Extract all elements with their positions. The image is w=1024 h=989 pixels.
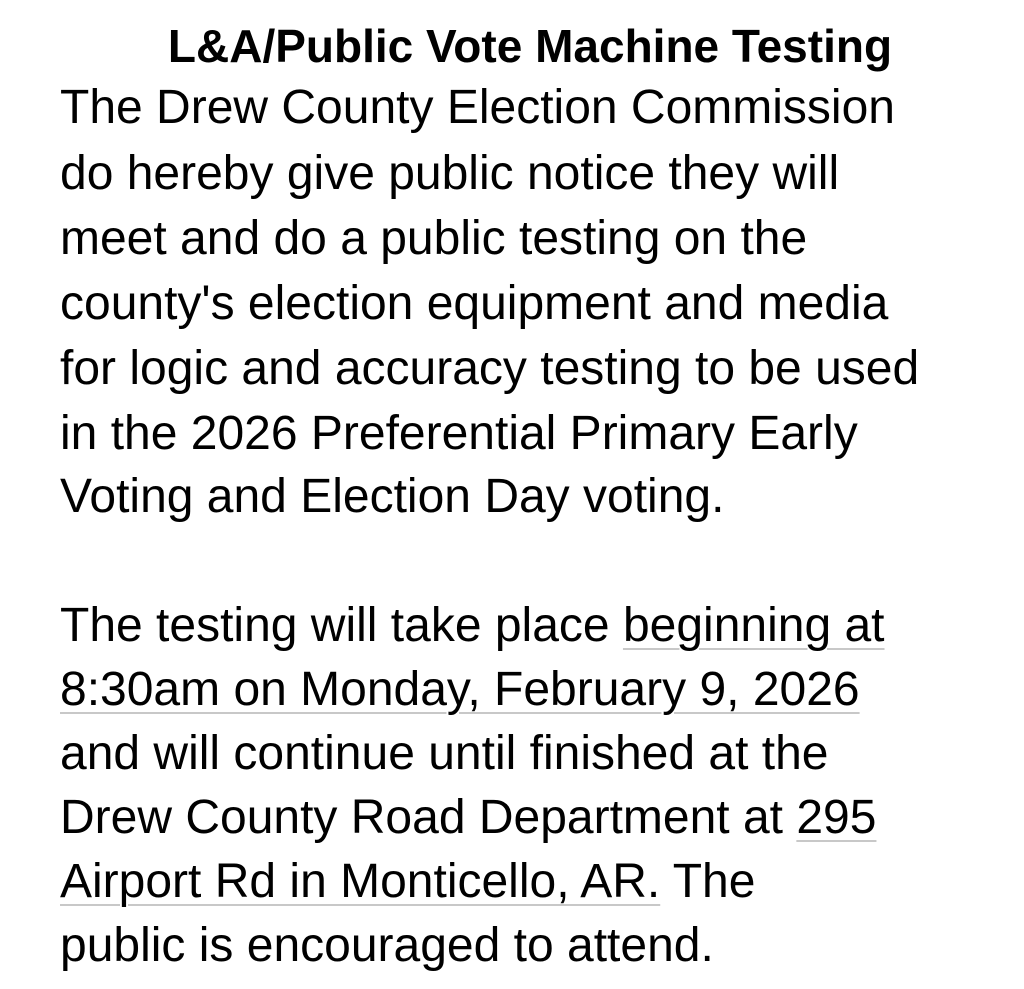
line-text: The xyxy=(660,855,756,908)
paragraph-line: The Drew County Election Commission xyxy=(60,81,895,134)
address-link[interactable]: Airport Rd in Monticello, AR. xyxy=(60,855,661,908)
paragraph-line: and will continue until finished at the xyxy=(60,727,829,780)
paragraph-line xyxy=(60,852,755,912)
paragraph-line: Voting and Election Day voting. xyxy=(60,470,725,523)
paragraph-line xyxy=(60,660,860,720)
paragraph-line xyxy=(60,596,885,656)
paragraph-line: do hereby give public notice they will xyxy=(60,147,840,200)
address-link[interactable]: 295 xyxy=(796,791,877,844)
paragraph-line: public is encouraged to attend. xyxy=(60,919,714,972)
line-text: Drew County Road Department at xyxy=(60,791,797,844)
paragraph-line xyxy=(60,788,876,848)
line-text: The testing will take place xyxy=(60,599,623,652)
paragraph-line: county's election equipment and media xyxy=(60,277,889,330)
paragraph-line: meet and do a public testing on the xyxy=(60,212,808,265)
date-link[interactable]: 8:30am on Monday, February 9, 2026 xyxy=(60,663,860,716)
date-link[interactable]: beginning at xyxy=(622,599,885,652)
notice-title: L&A/Public Vote Machine Testing xyxy=(167,20,893,72)
paragraph-line: for logic and accuracy testing to be used xyxy=(60,342,920,395)
paragraph-line: in the 2026 Preferential Primary Early xyxy=(60,407,858,460)
